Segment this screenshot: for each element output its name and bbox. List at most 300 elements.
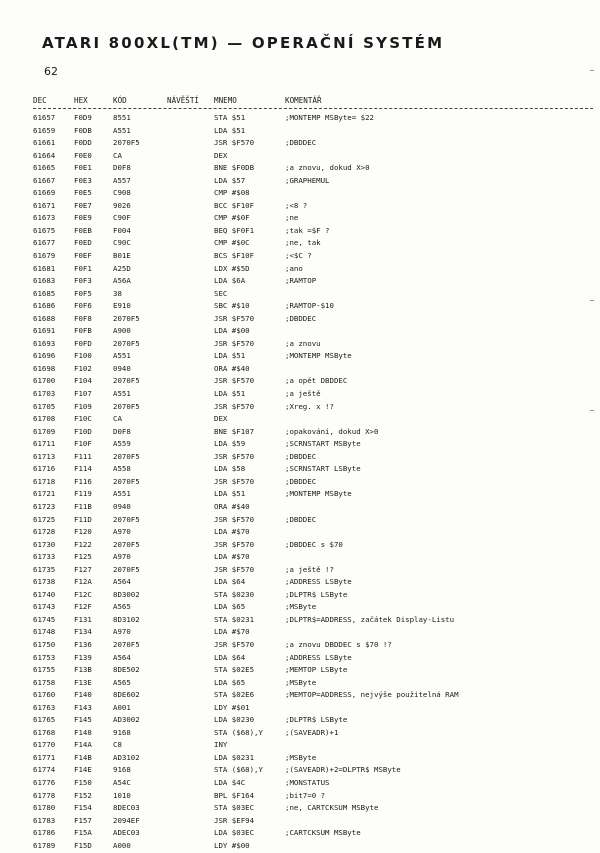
cell-mnemo: STA $0231 (214, 614, 255, 624)
cell-comment: ;tak =$F ? (285, 225, 330, 235)
cell-comment: ;DBDDEC (285, 451, 317, 461)
table-row (33, 753, 593, 766)
cell-kod: A558 (113, 464, 131, 474)
table-row (33, 188, 593, 201)
cell-dec: 61686 (33, 301, 56, 311)
cell-comment: ;Xreg. x !? (285, 401, 334, 411)
cell-hex: F0E7 (74, 200, 92, 210)
cell-hex: F0DD (74, 138, 92, 148)
cell-hex: F145 (74, 715, 92, 725)
cell-comment: ;CARTCKSUM MSByte (285, 828, 361, 838)
cell-kod: D0F8 (113, 163, 131, 173)
cell-comment: ;RAMTOP-$10 (285, 301, 334, 311)
cell-hex: F125 (74, 552, 92, 562)
table-row (33, 289, 593, 302)
cell-dec: 61768 (33, 727, 56, 737)
cell-kod: 2070F5 (113, 376, 140, 386)
margin-mark (590, 300, 594, 301)
cell-dec: 61711 (33, 439, 56, 449)
cell-comment: ;<8 ? (285, 200, 308, 210)
cell-kod: 9168 (113, 765, 131, 775)
cell-dec: 61716 (33, 464, 56, 474)
table-row (33, 238, 593, 251)
cell-hex: F134 (74, 627, 92, 637)
table-row (33, 690, 593, 703)
table-row (33, 389, 593, 402)
cell-kod: ADEC03 (113, 828, 140, 838)
cell-mnemo: JSR $F570 (214, 338, 255, 348)
cell-dec: 61696 (33, 351, 56, 361)
cell-mnemo: JSR $F570 (214, 451, 255, 461)
cell-mnemo: LDA $0231 (214, 752, 255, 762)
cell-hex: F139 (74, 652, 92, 662)
margin-mark (590, 70, 594, 71)
cell-hex: F0E1 (74, 163, 92, 173)
cell-kod: 2070F5 (113, 138, 140, 148)
cell-mnemo: BPL $F164 (214, 790, 255, 800)
cell-hex: F114 (74, 464, 92, 474)
cell-mnemo: JSR $F570 (214, 313, 255, 323)
cell-kod: A559 (113, 439, 131, 449)
cell-kod: A564 (113, 577, 131, 587)
table-row (33, 113, 593, 126)
table-row (33, 201, 593, 214)
cell-dec: 61718 (33, 476, 56, 486)
cell-kod: 2070F5 (113, 539, 140, 549)
cell-dec: 61661 (33, 138, 56, 148)
cell-comment: ;DBDDEC s $70 (285, 539, 343, 549)
cell-comment: ;MEMTOP LSByte (285, 665, 348, 675)
cell-hex: F0DB (74, 125, 92, 135)
cell-comment: ;MONTEMP MSByte= $22 (285, 113, 374, 122)
cell-mnemo: CMP #$08 (214, 188, 250, 198)
table-row (33, 728, 593, 741)
cell-hex: F154 (74, 803, 92, 813)
table-row (33, 477, 593, 490)
cell-mnemo: DEX (214, 414, 228, 424)
cell-mnemo: BCS $F10F (214, 251, 255, 261)
table-row (33, 163, 593, 176)
listing-table (33, 113, 593, 853)
cell-kod: 2070F5 (113, 514, 140, 524)
cell-comment: ;a znovu, dokud X>0 (285, 163, 370, 173)
page-number: 62 (44, 65, 58, 78)
cell-comment: ;MSByte (285, 677, 317, 687)
cell-mnemo: JSR $F570 (214, 639, 255, 649)
table-row (33, 816, 593, 829)
cell-mnemo: LDA $64 (214, 652, 246, 662)
cell-dec: 61758 (33, 677, 56, 687)
cell-mnemo: INY (214, 740, 228, 750)
cell-dec: 61789 (33, 840, 56, 850)
cell-kod: 9026 (113, 200, 131, 210)
cell-mnemo: LDA #$70 (214, 627, 250, 637)
cell-kod: A551 (113, 125, 131, 135)
cell-hex: F14E (74, 765, 92, 775)
table-row (33, 765, 593, 778)
table-row (33, 452, 593, 465)
cell-kod: 8DE502 (113, 665, 140, 675)
cell-kod: A565 (113, 602, 131, 612)
cell-comment: ;a znovu (285, 338, 321, 348)
cell-mnemo: LDA $51 (214, 125, 246, 135)
cell-mnemo: SEC (214, 288, 228, 298)
cell-comment: ;DLPTR$ LSByte (285, 589, 348, 599)
cell-dec: 61664 (33, 150, 56, 160)
cell-mnemo: BEQ $F0F1 (214, 225, 255, 235)
cell-kod: 2070F5 (113, 338, 140, 348)
cell-dec: 61723 (33, 501, 56, 511)
cell-comment: ;a ještě (285, 389, 321, 399)
cell-mnemo: LDA $6A (214, 276, 246, 286)
cell-dec: 61733 (33, 552, 56, 562)
table-row (33, 427, 593, 440)
cell-dec: 61776 (33, 777, 56, 787)
cell-mnemo: LDA $64 (214, 577, 246, 587)
cell-hex: F14B (74, 752, 92, 762)
cell-kod: 8551 (113, 113, 131, 122)
cell-hex: F109 (74, 401, 92, 411)
cell-kod: 2070F5 (113, 476, 140, 486)
cell-dec: 61748 (33, 627, 56, 637)
cell-dec: 61760 (33, 690, 56, 700)
cell-mnemo: JSR $F570 (214, 564, 255, 574)
table-row (33, 828, 593, 841)
cell-dec: 61770 (33, 740, 56, 750)
cell-dec: 61675 (33, 225, 56, 235)
cell-comment: ;DLPTR$=ADDRESS, začátek Display-Listu (285, 614, 455, 624)
cell-hex: F143 (74, 702, 92, 712)
cell-dec: 61750 (33, 639, 56, 649)
cell-mnemo: STA $02E5 (214, 665, 255, 675)
cell-dec: 61738 (33, 577, 56, 587)
cell-kod: D0F8 (113, 426, 131, 436)
cell-comment: ;ano (285, 263, 303, 273)
column-header-dec: DEC (33, 96, 47, 105)
cell-hex: F127 (74, 564, 92, 574)
cell-hex: F0F8 (74, 313, 92, 323)
cell-mnemo: CMP #$0C (214, 238, 250, 248)
cell-hex: F136 (74, 639, 92, 649)
cell-kod: A565 (113, 677, 131, 687)
table-row (33, 715, 593, 728)
cell-hex: F15A (74, 828, 92, 838)
cell-dec: 61703 (33, 389, 56, 399)
cell-kod: CA (113, 414, 122, 424)
cell-kod: 38 (113, 288, 122, 298)
cell-hex: F0EB (74, 225, 92, 235)
table-row (33, 653, 593, 666)
cell-hex: F0E3 (74, 175, 92, 185)
cell-kod: A564 (113, 652, 131, 662)
cell-mnemo: JSR $F570 (214, 539, 255, 549)
table-row (33, 339, 593, 352)
cell-comment: ;SCRNSTART LSByte (285, 464, 361, 474)
table-row (33, 402, 593, 415)
cell-kod: C8 (113, 740, 122, 750)
table-row (33, 264, 593, 277)
cell-dec: 61783 (33, 815, 56, 825)
cell-dec: 61745 (33, 614, 56, 624)
cell-mnemo: BNE $F107 (214, 426, 255, 436)
table-row (33, 602, 593, 615)
cell-dec: 61700 (33, 376, 56, 386)
cell-kod: A551 (113, 389, 131, 399)
cell-kod: C908 (113, 188, 131, 198)
table-row (33, 515, 593, 528)
cell-hex: F116 (74, 476, 92, 486)
cell-dec: 61705 (33, 401, 56, 411)
cell-dec: 61681 (33, 263, 56, 273)
page-title: ATARI 800XL(TM) — OPERAČNÍ SYSTÉM (42, 34, 445, 52)
table-row (33, 489, 593, 502)
cell-kod: A54C (113, 777, 131, 787)
cell-comment: ;GRAPHEMUL (285, 175, 330, 185)
cell-dec: 61677 (33, 238, 56, 248)
cell-dec: 61669 (33, 188, 56, 198)
cell-kod: AD3102 (113, 752, 140, 762)
table-row (33, 439, 593, 452)
cell-mnemo: LDY #$01 (214, 702, 250, 712)
cell-hex: F12C (74, 589, 92, 599)
column-header-kod: KÓD (113, 96, 127, 105)
cell-mnemo: LDY #$00 (214, 840, 250, 850)
cell-kod: 1010 (113, 790, 131, 800)
table-row (33, 565, 593, 578)
cell-mnemo: STA ($68),Y (214, 765, 263, 775)
cell-hex: F152 (74, 790, 92, 800)
cell-comment: ;a ještě !? (285, 564, 334, 574)
cell-kod: 8D3002 (113, 589, 140, 599)
cell-hex: F12F (74, 602, 92, 612)
cell-kod: C90F (113, 213, 131, 223)
table-row (33, 615, 593, 628)
cell-mnemo: JSR $F570 (214, 138, 255, 148)
cell-mnemo: SBC #$10 (214, 301, 250, 311)
cell-kod: A551 (113, 489, 131, 499)
cell-dec: 61740 (33, 589, 56, 599)
cell-mnemo: ORA #$40 (214, 363, 250, 373)
cell-mnemo: BNE $F0DB (214, 163, 255, 173)
column-header-mnemo: MNEMO (214, 96, 237, 105)
table-row (33, 841, 593, 853)
cell-hex: F0F6 (74, 301, 92, 311)
cell-comment: ;opakování, dokud X>0 (285, 426, 379, 436)
cell-dec: 61659 (33, 125, 56, 135)
table-row (33, 376, 593, 389)
cell-hex: F0FD (74, 338, 92, 348)
cell-kod: F004 (113, 225, 131, 235)
cell-mnemo: JSR $EF94 (214, 815, 255, 825)
cell-comment: ;bit7=0 ? (285, 790, 326, 800)
cell-mnemo: LDA $57 (214, 175, 246, 185)
cell-dec: 61780 (33, 803, 56, 813)
cell-dec: 61685 (33, 288, 56, 298)
cell-hex: F119 (74, 489, 92, 499)
cell-kod: A557 (113, 175, 131, 185)
cell-kod: C90C (113, 238, 131, 248)
cell-mnemo: LDA $59 (214, 439, 246, 449)
cell-dec: 61671 (33, 200, 56, 210)
table-row (33, 627, 593, 640)
cell-hex: F157 (74, 815, 92, 825)
table-row (33, 552, 593, 565)
cell-dec: 61743 (33, 602, 56, 612)
cell-mnemo: JSR $F570 (214, 376, 255, 386)
cell-kod: B01E (113, 251, 131, 261)
cell-dec: 61755 (33, 665, 56, 675)
cell-dec: 61778 (33, 790, 56, 800)
cell-kod: A970 (113, 552, 131, 562)
cell-comment: ;DBDDEC (285, 514, 317, 524)
cell-hex: F150 (74, 777, 92, 787)
cell-hex: F100 (74, 351, 92, 361)
header-divider (33, 108, 593, 109)
cell-hex: F10D (74, 426, 92, 436)
table-row (33, 740, 593, 753)
table-row (33, 590, 593, 603)
cell-dec: 61771 (33, 752, 56, 762)
cell-mnemo: LDA $51 (214, 351, 246, 361)
cell-dec: 61657 (33, 113, 56, 122)
cell-dec: 61735 (33, 564, 56, 574)
cell-mnemo: LDA $65 (214, 602, 246, 612)
cell-hex: F13E (74, 677, 92, 687)
cell-dec: 61683 (33, 276, 56, 286)
cell-dec: 61667 (33, 175, 56, 185)
cell-mnemo: BCC $F10F (214, 200, 255, 210)
cell-comment: ;DLPTR$ LSByte (285, 715, 348, 725)
cell-comment: ;DBDDEC (285, 138, 317, 148)
cell-dec: 61774 (33, 765, 56, 775)
cell-kod: A900 (113, 326, 131, 336)
cell-kod: A000 (113, 840, 131, 850)
cell-comment: ;a znovu DBDDEC s $70 !? (285, 639, 392, 649)
cell-mnemo: STA $0230 (214, 589, 255, 599)
cell-kod: A551 (113, 351, 131, 361)
cell-hex: F148 (74, 727, 92, 737)
cell-dec: 61665 (33, 163, 56, 173)
cell-hex: F11D (74, 514, 92, 524)
cell-hex: F0E0 (74, 150, 92, 160)
cell-kod: 8DEC03 (113, 803, 140, 813)
cell-mnemo: LDA #$70 (214, 527, 250, 537)
cell-hex: F131 (74, 614, 92, 624)
cell-mnemo: LDX #$5D (214, 263, 250, 273)
table-row (33, 577, 593, 590)
cell-hex: F10C (74, 414, 92, 424)
cell-kod: 2070F5 (113, 639, 140, 649)
table-row (33, 364, 593, 377)
cell-dec: 61673 (33, 213, 56, 223)
cell-kod: 0940 (113, 501, 131, 511)
cell-comment: ;a opět DBDDEC (285, 376, 348, 386)
table-row (33, 151, 593, 164)
table-row (33, 464, 593, 477)
table-row (33, 176, 593, 189)
cell-dec: 61688 (33, 313, 56, 323)
table-row (33, 126, 593, 139)
cell-dec: 61709 (33, 426, 56, 436)
table-row (33, 791, 593, 804)
cell-kod: 2070F5 (113, 564, 140, 574)
cell-hex: F0D9 (74, 113, 92, 122)
cell-hex: F0E5 (74, 188, 92, 198)
cell-comment: ;MONSTATUS (285, 777, 330, 787)
cell-dec: 61753 (33, 652, 56, 662)
cell-mnemo: LDA $03EC (214, 828, 255, 838)
cell-hex: F0FB (74, 326, 92, 336)
cell-mnemo: STA ($68),Y (214, 727, 263, 737)
table-row (33, 640, 593, 653)
cell-kod: 2070F5 (113, 401, 140, 411)
cell-dec: 61786 (33, 828, 56, 838)
cell-hex: F0F3 (74, 276, 92, 286)
cell-mnemo: JSR $F570 (214, 476, 255, 486)
table-row (33, 527, 593, 540)
cell-mnemo: STA $51 (214, 113, 246, 122)
cell-comment: ;ne, CARTCKSUM MSByte (285, 803, 379, 813)
cell-mnemo: STA $02E6 (214, 690, 255, 700)
cell-mnemo: CMP #$0F (214, 213, 250, 223)
cell-kod: 2094EF (113, 815, 140, 825)
cell-dec: 61693 (33, 338, 56, 348)
cell-hex: F122 (74, 539, 92, 549)
cell-comment: ;ne, tak (285, 238, 321, 248)
cell-hex: F0F1 (74, 263, 92, 273)
cell-mnemo: STA $03EC (214, 803, 255, 813)
cell-hex: F107 (74, 389, 92, 399)
table-row (33, 226, 593, 239)
cell-kod: 8D3102 (113, 614, 140, 624)
cell-comment: ;MONTEMP MSByte (285, 351, 352, 361)
cell-mnemo: LDA $4C (214, 777, 246, 787)
cell-comment: ;<$C ? (285, 251, 312, 261)
cell-mnemo: LDA $51 (214, 489, 246, 499)
cell-kod: AD3002 (113, 715, 140, 725)
cell-kod: E910 (113, 301, 131, 311)
cell-mnemo: JSR $F570 (214, 514, 255, 524)
cell-dec: 61730 (33, 539, 56, 549)
cell-mnemo: DEX (214, 150, 228, 160)
cell-mnemo: LDA $51 (214, 389, 246, 399)
cell-dec: 61725 (33, 514, 56, 524)
cell-kod: A25D (113, 263, 131, 273)
table-row (33, 803, 593, 816)
cell-hex: F140 (74, 690, 92, 700)
table-row (33, 778, 593, 791)
cell-hex: F12A (74, 577, 92, 587)
cell-hex: F0E9 (74, 213, 92, 223)
table-row (33, 502, 593, 515)
cell-comment: ;MSByte (285, 602, 317, 612)
cell-comment: ;ne (285, 213, 299, 223)
cell-comment: ;DBDDEC (285, 313, 317, 323)
cell-dec: 61763 (33, 702, 56, 712)
cell-hex: F102 (74, 363, 92, 373)
column-header-label: NÁVĚŠTÍ (167, 96, 200, 105)
cell-comment: ;MEMTOP=ADDRESS, nejvýše použitelná RAM (285, 690, 459, 700)
cell-mnemo: LDA #$70 (214, 552, 250, 562)
cell-hex: F13B (74, 665, 92, 675)
cell-kod: 8DE602 (113, 690, 140, 700)
column-header-comment: KOMENTÁŘ (285, 96, 322, 105)
table-row (33, 314, 593, 327)
table-row (33, 138, 593, 151)
cell-kod: A970 (113, 527, 131, 537)
table-row (33, 678, 593, 691)
cell-comment: ;DBDDEC (285, 476, 317, 486)
